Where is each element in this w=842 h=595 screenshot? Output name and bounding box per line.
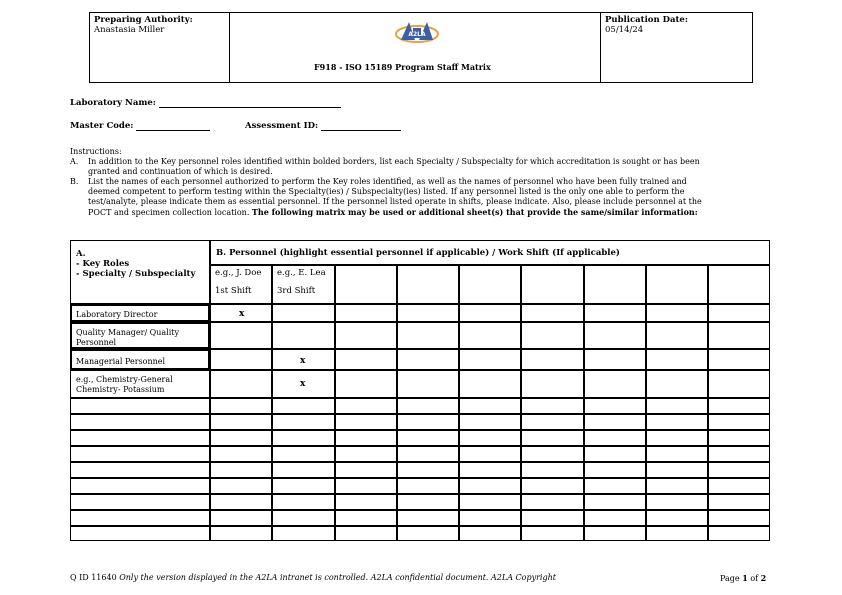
instructions	[70, 147, 770, 218]
footer-disclaimer: Only the version displayed in the A2LA intranet is controlled. A2LA confidential document. A2LA Copyright	[119, 573, 556, 582]
matrix-cell	[210, 430, 272, 446]
preparing-authority-label: Preparing Authority:	[94, 15, 193, 25]
instruction-b-line4-bold: The following matrix may be used or additional sheet(s) that provide the same/similar information:	[251, 207, 698, 217]
row-label-managerial: Managerial Personnel	[76, 357, 166, 366]
matrix-cell	[646, 414, 708, 430]
mark-managerial-ex2: x	[300, 356, 306, 366]
matrix-cell	[335, 370, 397, 398]
matrix-cell	[459, 478, 521, 494]
matrix-cell	[210, 414, 272, 430]
matrix-cell	[272, 526, 335, 541]
matrix-cell	[646, 446, 708, 462]
matrix-cell	[584, 478, 646, 494]
matrix-cell	[210, 322, 272, 349]
instruction-b-line2: deemed competent to perform testing within the Specialty(ies) / Subspecialty(ies) listed. If any personnel listed is the only one able to perform the	[88, 187, 685, 196]
matrix-cell	[397, 349, 459, 370]
instruction-b-line4-plain: POCT and specimen collection location.	[88, 208, 250, 217]
matrix-cell	[584, 398, 646, 414]
matrix-cell	[459, 494, 521, 510]
matrix-cell	[708, 414, 770, 430]
matrix-cell	[521, 414, 584, 430]
instruction-b-line4	[88, 207, 770, 218]
assessment-id-field	[245, 121, 401, 131]
matrix-cell	[459, 398, 521, 414]
matrix-cell	[397, 414, 459, 430]
example2-name: e.g., E. Lea	[277, 268, 326, 278]
matrix-cell	[584, 494, 646, 510]
matrix-cell	[210, 510, 272, 526]
publication-date-label: Publication Date:	[605, 15, 688, 25]
matrix-cell	[521, 526, 584, 541]
assessment-id-blank[interactable]	[321, 121, 401, 131]
form-header	[89, 12, 753, 83]
matrix-cell	[70, 510, 210, 526]
instruction-a	[70, 157, 770, 177]
matrix-cell	[272, 462, 335, 478]
matrix-cell	[708, 446, 770, 462]
matrix-cell	[335, 414, 397, 430]
instruction-b-line3: test/analyte, please indicate them as essential personnel. If the personnel listed operate in shifts, please indicate. Also, please include personnel at the	[88, 197, 702, 206]
a2la-logo	[393, 18, 441, 46]
matrix-cell	[584, 510, 646, 526]
matrix-cell	[521, 478, 584, 494]
matrix-cell	[272, 446, 335, 462]
matrix-cell	[584, 446, 646, 462]
matrix-cell	[459, 322, 521, 349]
matrix-cell	[335, 349, 397, 370]
personnel-header-cell	[335, 265, 397, 304]
matrix-cell	[459, 510, 521, 526]
personnel-header-cell	[459, 265, 521, 304]
matrix-cell	[584, 322, 646, 349]
matrix-cell	[397, 370, 459, 398]
matrix-cell	[335, 446, 397, 462]
matrix-cell	[584, 430, 646, 446]
matrix-cell	[272, 398, 335, 414]
matrix-cell	[646, 526, 708, 541]
example1-name: e.g., J. Doe	[215, 268, 262, 278]
row-label-example-specialty: e.g., Chemistry-General Chemistry- Potassium	[76, 375, 173, 394]
matrix-cell	[708, 462, 770, 478]
matrix-cell	[397, 526, 459, 541]
instruction-a-line2: granted and continuation of which is desired.	[88, 167, 273, 176]
logo-lettering: A2LA	[408, 31, 426, 38]
publication-date-value: 05/14/24	[605, 25, 644, 35]
page-current: 1	[742, 573, 748, 583]
lab-name-label: Laboratory Name:	[70, 98, 156, 108]
matrix-cell	[397, 462, 459, 478]
footer-note	[70, 573, 556, 582]
matrix-cell	[397, 510, 459, 526]
preparing-authority-cell	[90, 13, 230, 82]
instruction-b-marker: B.	[70, 177, 79, 186]
matrix-cell	[335, 526, 397, 541]
matrix-cell	[646, 430, 708, 446]
matrix-cell	[272, 414, 335, 430]
matrix-cell	[210, 526, 272, 541]
matrix-cell	[521, 322, 584, 349]
page-number	[720, 573, 766, 583]
matrix-cell	[708, 526, 770, 541]
matrix-cell	[708, 430, 770, 446]
matrix-cell	[521, 398, 584, 414]
instructions-title: Instructions:	[70, 147, 122, 156]
matrix-cell	[584, 304, 646, 322]
matrix-cell	[708, 322, 770, 349]
matrix-cell	[397, 322, 459, 349]
matrix-cell	[210, 398, 272, 414]
mark-director-ex1: x	[239, 309, 245, 319]
matrix-cell	[210, 370, 272, 398]
col-a-sub2: - Specialty / Subspecialty	[76, 269, 196, 279]
matrix-cell	[584, 349, 646, 370]
matrix-cell	[210, 349, 272, 370]
matrix-cell	[521, 370, 584, 398]
matrix-cell	[584, 526, 646, 541]
example2-shift: 3rd Shift	[277, 286, 316, 296]
matrix-cell	[70, 430, 210, 446]
matrix-cell	[459, 304, 521, 322]
matrix-cell	[272, 322, 335, 349]
footer-qid: Q ID 11640	[70, 573, 117, 582]
matrix-cell	[521, 304, 584, 322]
matrix-cell	[335, 462, 397, 478]
matrix-cell	[459, 526, 521, 541]
matrix-cell	[210, 462, 272, 478]
matrix-cell	[335, 304, 397, 322]
matrix-cell	[459, 446, 521, 462]
matrix-cell	[70, 414, 210, 430]
matrix-cell	[70, 462, 210, 478]
matrix-cell	[459, 370, 521, 398]
matrix-cell	[70, 446, 210, 462]
instruction-a-line1: In addition to the Key personnel roles identified within bolded borders, list each Specialty / Subspecialty for which accreditation is sought or has been	[88, 157, 700, 166]
matrix-cell	[335, 430, 397, 446]
lab-name-field	[70, 98, 341, 108]
matrix-cell	[646, 349, 708, 370]
matrix-cell	[70, 526, 210, 541]
mark-specialty-ex2: x	[300, 379, 306, 389]
matrix-cell	[708, 398, 770, 414]
matrix-cell	[272, 430, 335, 446]
matrix-cell	[335, 322, 397, 349]
matrix-cell	[459, 430, 521, 446]
personnel-header-cell	[397, 265, 459, 304]
matrix-cell	[335, 398, 397, 414]
matrix-cell	[646, 478, 708, 494]
assessment-id-label: Assessment ID:	[245, 121, 319, 131]
publication-date-cell	[600, 13, 752, 82]
page-of: of	[750, 574, 759, 583]
matrix-cell	[584, 370, 646, 398]
matrix-cell	[646, 322, 708, 349]
personnel-header-cell	[708, 265, 770, 304]
matrix-cell	[646, 304, 708, 322]
master-code-field	[70, 121, 210, 131]
preparing-authority-value: Anastasia Miller	[94, 25, 165, 35]
matrix-cell	[210, 494, 272, 510]
page-prefix: Page	[720, 574, 740, 583]
matrix-cell	[397, 494, 459, 510]
matrix-cell	[70, 398, 210, 414]
matrix-cell	[272, 304, 335, 322]
matrix-cell	[210, 446, 272, 462]
instruction-a-marker: A.	[70, 157, 79, 166]
col-b-head: B. Personnel (highlight essential personnel if applicable) / Work Shift (If applicable)	[216, 248, 620, 258]
matrix-cell	[459, 349, 521, 370]
master-code-blank[interactable]	[136, 121, 210, 131]
personnel-header-cell	[584, 265, 646, 304]
matrix-cell	[708, 370, 770, 398]
matrix-cell	[459, 414, 521, 430]
matrix-cell	[584, 414, 646, 430]
matrix-cell	[335, 478, 397, 494]
matrix-cell	[646, 462, 708, 478]
matrix-cell	[646, 510, 708, 526]
row-label-lab-director: Laboratory Director	[76, 310, 158, 319]
matrix-cell	[646, 398, 708, 414]
personnel-header-cell	[646, 265, 708, 304]
matrix-cell	[272, 494, 335, 510]
matrix-cell	[521, 349, 584, 370]
row-label-quality-manager: Quality Manager/ Quality Personnel	[76, 328, 180, 347]
matrix-cell	[210, 478, 272, 494]
matrix-cell	[521, 510, 584, 526]
matrix-cell	[459, 462, 521, 478]
matrix-cell	[708, 494, 770, 510]
matrix-cell	[708, 349, 770, 370]
instruction-b	[70, 177, 770, 218]
col-a-head: A.	[76, 249, 86, 259]
matrix-cell	[335, 494, 397, 510]
matrix-cell	[397, 398, 459, 414]
instruction-b-line1: List the names of each personnel authorized to perform the Key roles identified, as well as the names of personnel who have been fully trained and	[88, 177, 687, 186]
matrix-cell	[397, 446, 459, 462]
matrix-cell	[70, 478, 210, 494]
matrix-cell	[397, 430, 459, 446]
matrix-cell	[708, 478, 770, 494]
matrix-cell	[521, 494, 584, 510]
matrix-cell	[272, 478, 335, 494]
matrix-cell	[70, 494, 210, 510]
col-a-sub1: - Key Roles	[76, 259, 130, 269]
matrix-cell	[646, 494, 708, 510]
matrix-cell	[335, 510, 397, 526]
form-title: F918 - ISO 15189 Program Staff Matrix	[314, 62, 491, 72]
matrix-cell	[708, 304, 770, 322]
page-total: 2	[760, 573, 767, 583]
matrix-cell	[584, 462, 646, 478]
matrix-cell	[521, 430, 584, 446]
matrix-cell	[646, 370, 708, 398]
matrix-cell	[521, 446, 584, 462]
matrix-cell	[397, 304, 459, 322]
example1-shift: 1st Shift	[215, 286, 252, 296]
personnel-header-cell	[521, 265, 584, 304]
master-code-label: Master Code:	[70, 121, 134, 131]
matrix-cell	[521, 462, 584, 478]
matrix-cell	[708, 510, 770, 526]
matrix-cell	[272, 510, 335, 526]
matrix-cell	[397, 478, 459, 494]
lab-name-blank[interactable]	[159, 98, 341, 108]
